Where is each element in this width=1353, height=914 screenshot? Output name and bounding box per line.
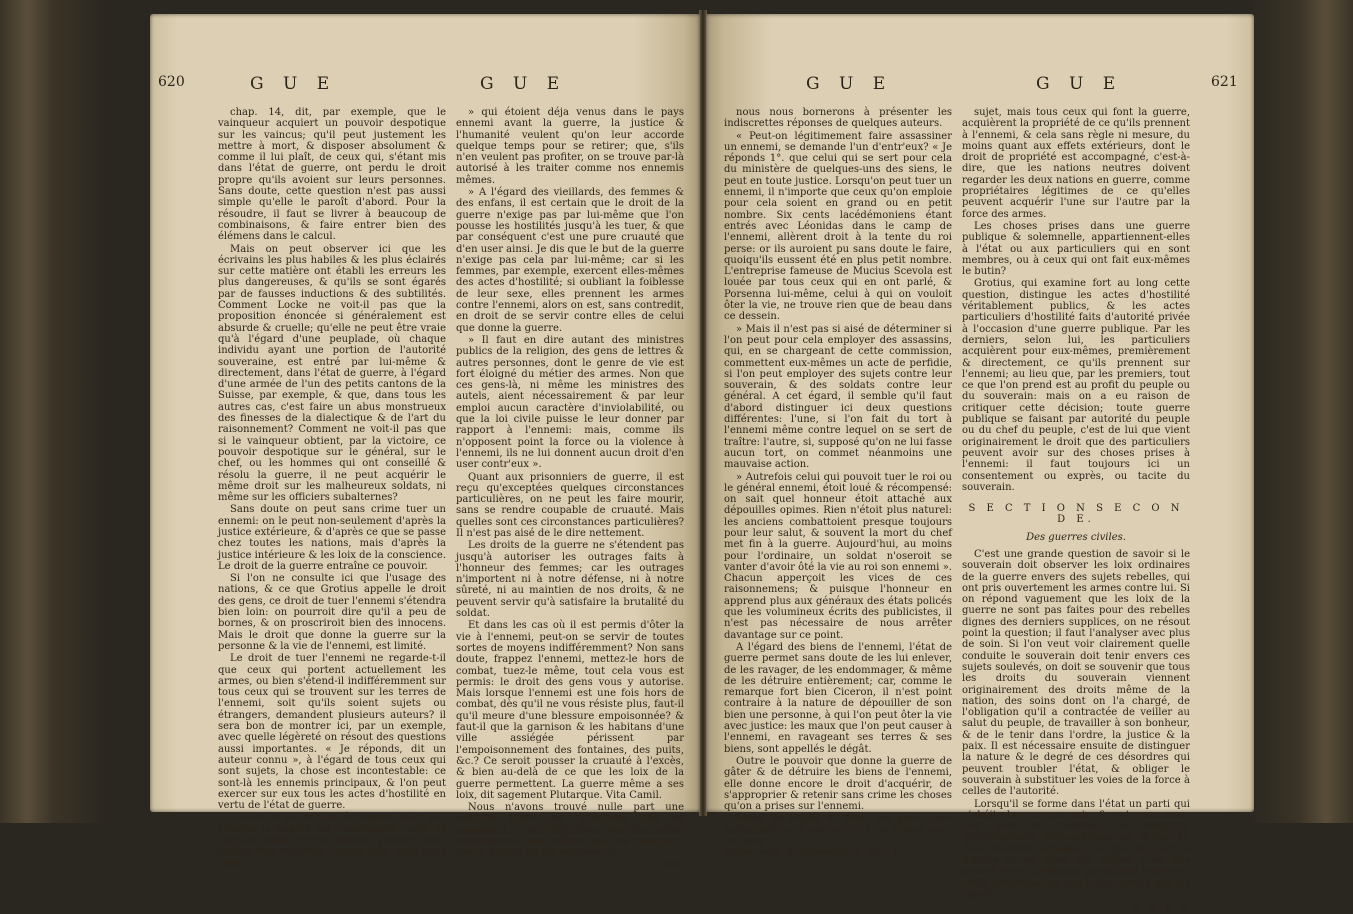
paragraph: » A l'égard des vieillards, des femmes & des enfans, il est certain que le droit de la guerre n'exige pas par lui-même que l'on pousse les hostilités jusqu'à les tuer, & que par conséquent c'est une pure cruauté que d'en user ainsi. Je dis que le but de la guerre n'exige pas cela par lui-même; car si les femmes, par exemple, exercent elles-mêmes des actes d'hostilité; si oubliant la foiblesse de leur sexe, elles prennent les armes contre l'ennemi, alors on est, sans contredit, en droit de se servir contre elles de celui que donne la guerre. (456, 187, 684, 334)
paragraph: A l'égard des biens de l'ennemi, l'état de guerre permet sans doute de les lui enlever, de les ravager, de les endommager, & même de les détruire entièrement; car, comme le remarque fort bien Ciceron, il n'est point contraire à la nature de dépouiller de son bien une personne, à qui l'on peut ôter la vie avec justice: les maux que l'on peut causer à l'ennemi, en ravageant ses terres & ses biens, sont appellés le dégât. (724, 641, 952, 755)
running-head: G U E (806, 74, 893, 94)
paragraph: sujet, mais tous ceux qui font la guerre, acquièrent la propriété de ce qu'ils prennent à l'ennemi, & cela sans règle ni mesure, du moins quant aux effets extérieurs, dont le droit de propriété est accompagné, c'est-à-dire, que les nations neutres doivent regarder les deux nations en guerre, comme propriétaires légitimes de ce qu'elles peuvent acquérir l'une sur l'autre par la force des armes. (962, 107, 1190, 220)
paragraph: Sans doute on peut sans crime tuer un ennemi: on le peut non-seulement d'après la justice extérieure, & d'après ce que se passe chez toutes les nations, mais d'après la justice intérieure & les loix de la conscience. Le droit de la guerre entraîne ce pouvoir. (218, 504, 447, 572)
paragraph: nous nous bornerons à présenter les indiscrettes réponses de quelques auteurs. (724, 107, 952, 130)
paragraph: « Peut-on légitimement faire assassiner un ennemi, se demande l'un d'entr'eux? « Je réponds 1°. que celui qui se sert pour cela du ministère de quelques-uns des siens, le peut en toute justice. Lorsqu'on peut tuer un ennemi, il n'importe que ceux qu'on emploie pour cela soient en grand ou en petit nombre. Six cents lacédémoniens étant entrés avec Léonidas dans le camp de l'ennemi, allèrent droit à la tente du roi perse: or ils auroient pu sans doute le faire, quoiqu'ils eussent été en plus petit nombre. L'entreprise fameuse de Mucius Scevola est louée par tous ceux qui en ont parlé, & Porsenna lui-même, celui à qui on vouloit ôter la vie, ne trouve rien que de beau dans ce dessein. (724, 130, 952, 323)
text-column-2 (456, 107, 684, 870)
running-head: G U E (480, 74, 567, 94)
paragraph: Les droits de la guerre ne s'étendent pas jusqu'à autoriser les outrages faits à l'honneur des femmes; car les outrages n'importent ni à notre défense, ni à notre sûreté, ni au maintien de nos droits, & ne peuvent servir qu'à satisfaire la brutalité du soldat. (456, 540, 684, 620)
paragraph: » Pour ce qui est des étrangers, ceux qui, lorsque la guerre est commencée, vont, le sachant, dans le pays ennemi, peuvent avec justice être regardés comme tels; mais pour ceux (218, 812, 446, 869)
paragraph: Grotius, qui examine fort au long cette question, distingue les actes d'hostilité véritablement publics, & les actes particuliers d'hostilité faits d'autorité privée à l'occasion d'une guerre publique. Par les derniers, selon lui, les particuliers acquièrent pour eux-mêmes, premièrement & directement, ce qu'ils prennent sur l'ennemi; au lieu que, par les premiers, tout ce que l'on prend est au profit du peuple ou du souverain: mais on a eu raison de critiquer cette décision; toute guerre publique se faisant par autorité du peuple ou du chef du peuple, c'est de lui que vient originairement le droit que des particuliers peuvent avoir sur des choses prises à l'ennemi: il faut toujours ici un consentement ou exprès, ou tacite du souverain. (962, 278, 1190, 493)
left-page-header (150, 74, 700, 98)
paragraph: chap. 14, dit, par exemple, que le vainqueur acquiert un pouvoir despotique sur les vaincus; qu'il peut justement les mettre à mort, & disposer absolument & comme il lui plaît, de ceux qui, s'étant mis dans l'état de guerre, ont perdu le droit propre qu'ils avoient sur leurs personnes. Sans doute, cette question n'est pas aussi simple qu'elle le paroît d'abord. Pour la résoudre, il faut se livrer à beaucoup de combinaisons, & faire entrer bien des élémens dans le calcul. (218, 107, 446, 243)
footer-note: Œcon. polit. & diplomatique. Tom. II. (724, 847, 904, 859)
paragraph: Outre le pouvoir que donne la guerre de gâter & de détruire les biens de l'ennemi, elle donne encore le droit d'acquérir, de s'approprier & retenir sans crime les choses qu'on a prises sur l'ennemi. (724, 755, 952, 813)
running-head: G U E (1036, 74, 1123, 94)
paragraph: Nous n'avons trouvé nulle part une solution juste des questions que se proposent ici les publicistes: leur discussion demanderoit des détails que ne comporte pas la nature de cet ouvrage, & (456, 802, 684, 859)
paragraph: Mais on peut observer ici que les écrivains les plus habiles & les plus éclairés sur cette matière ont établi les erreurs les plus dangereuses, & qu'ils se sont égarés par de fausses inductions & des subtilités. Comment Locke ne voit-il pas que la proposition énoncée si généralement est absurde & cruelle; qu'elle ne peut être vraie qu'à l'égard d'une peuplade, où chaque individu ayant une portion de l'autorité souveraine, est entré par lui-même & directement, dans l'état de guerre, à l'égard d'une armée de l'un des petits cantons de la Suisse, par exemple, & que, dans tous les autres cas, c'est faire un abus monstrueux des finesses de la dialectique & de l'art du raisonnement? Comment ne voit-il pas que si le vainqueur obtient, par la victoire, ce pouvoir despotique sur le général, sur le chef, ou les hommes qui ont conseillé & résolu la guerre, il ne peut acquérir le même droit sur les malheureux soldats, ni même sur les officiers subalternes? (218, 243, 446, 504)
paragraph: Quant aux prisonniers de guerre, il est reçu qu'exceptées quelques circonstances particulières, on ne peut les faire mourir, sans se rendre coupable de cruauté. Mais quelles sont ces circonstances particulières? Il n'est pas aisé de le dire nettement. (456, 471, 684, 539)
paragraph: » Autrefois celui qui pouvoit tuer le roi ou le général ennemi, étoit loué & récompensé: on sait quel honneur étoit attaché aux dépouilles opimes. Rien n'étoit plus naturel: les anciens combattoient presque toujours pour leur salut, & souvent la mort du chef met fin à la guerre. Aujourd'hui, au moins pour l'ordinaire, un soldat n'oseroit se vanter d'avoir ôté la vie au roi son ennemi ». Chacun apperçoit les vices de ces raisonnemens; & puisque l'honneur en apprend plus aux généraux des états policés que les volumineux écrits des publicistes, il n'est pas nécessaire de nous arrêter davantage sur ce point. (724, 471, 952, 641)
right-page-header (706, 74, 1254, 98)
paragraph: » Mais il n'est pas si aisé de déterminer si l'on peut pour cela employer des assassins, qui, en se chargeant de cette commission, commettent eux-mêmes un acte de perfidie, si l'on peut employer des sujets contre leur souverain, & des soldats contre leur général. A cet égard, il semble qu'il faut d'abord distinguer ici deux questions différentes: l'une, si l'on fait du tort à l'ennemi même contre lequel on se sert de traître: l'autre, si, supposé qu'on ne lui fasse aucun tort, on commet néanmoins une mauvaise action. (724, 323, 952, 471)
page-number: 620 (158, 74, 185, 90)
subsection-title: Des guerres civiles. (1026, 531, 1126, 543)
signature-mark: K k k k (1133, 903, 1190, 914)
paragraph: Et dans les cas où il est permis d'ôter la vie à l'ennemi, peut-on se servir de toutes sortes de moyens indifféremment? Non sans doute, frappez l'ennemi, mettez-le hors de combat, tuez-le même, tout cela vous est permis: le droit des gens vous y autorise. Mais lorsque l'ennemi est une fois hors de combat, dès qu'il ne vous résiste plus, faut-il qu'il meure d'une blessure empoisonnée? & faut-il que la garnison & les habitans d'une ville assiégée périssent par l'empoisonnement des fontaines, des puits, &c.? Ce seroit pousser la cruauté à l'excès, & bien au-delà de ce que les loix de la guerre permettent. La guerre même a ses loix, dit sagement Plutarque. Vita Camil. (456, 620, 684, 801)
paragraph: Selon les règles du droit des gens, non-seulement ceux qui ont pris les armes pour un juste (724, 813, 952, 847)
paragraph: Le droit de tuer l'ennemi ne regarde-t-il que ceux qui portent actuellement les armes, ou bien s'étend-il indifféremment sur tous ceux qui se trouvent sur les terres de l'ennemi, soit qu'ils soient sujets ou étrangers, demandent plusieurs auteurs? il sera bon de montrer ici, par un exemple, avec quelle légèreté on résout des questions aussi importantes. « Je réponds, dit un auteur connu », à l'égard de tous ceux qui sont sujets, la chose est incontestable: ce sont-là les ennemis principaux, & l'on peut exercer sur eux tous les actes d'hostilité en vertu de l'état de guerre. (218, 653, 446, 812)
paragraph: Lorsqu'il se forme dans l'état un parti qui n'obéit plus au souverain, & se trouve assez fort pour lui résister; ou lorsqu'un gouvernement démocratique se divise en deux factions opposées, & que de part & d'autre on en vient aux armes, c'est une guerre civile. Quelques publicistes réservent cette dénomination aux justes armes que les sujets (962, 798, 1190, 900)
paragraph: C'est une grande question de savoir si le souverain doit observer les loix ordinaires de la guerre envers des sujets rebelles, qui ont pris ouvertement les armes contre lui. Si on répond vaguement que les loix de la guerre ne sont pas faites pour des rebelles dignes des derniers supplices, on ne résout point la question; il faut l'analyser avec plus de soin. Si l'on veut voir clairement quelle conduite le souverain doit tenir envers ces sujets soulevés, on doit se souvenir que tous les droits du souverain viennent originairement des droits même de la nation, des soins dont on l'a chargé, de l'obligation qu'il a contractée de veiller au salut du peuple, de travailler à son bonheur, & de le tenir dans l'ordre, la justice & la paix. Il est nécessaire ensuite de distinguer la nature & le degré de ces désordres qui peuvent troubler l'état, & obliger le souverain à substituer les voies de la force à celles de l'autorité. (962, 548, 1190, 798)
text-column-1 (218, 107, 447, 869)
section-title: S E C T I O N S E C O N D E. (968, 503, 1184, 526)
text-column-2 (962, 107, 1190, 914)
text-column-1 (724, 107, 952, 859)
paragraph: Les choses prises dans une guerre publique & solemnelle, appartiennent-elles à l'état ou aux particuliers qui en sont membres, ou à ceux qui ont fait eux-mêmes le butin? (962, 220, 1190, 278)
right-page (706, 14, 1254, 914)
page-number: 621 (1211, 74, 1238, 90)
catchword: nous (659, 858, 684, 870)
paragraph: » qui étoient déja venus dans le pays ennemi avant la guerre, la justice & l'humanité veulent qu'on leur accorde quelque temps pour se retirer; que, s'ils n'en veulent pas profiter, on se trouve par-là autorisé à les traiter comme nos ennemis mêmes. (456, 107, 684, 186)
running-head: G U E (250, 74, 337, 94)
paragraph: » Il faut en dire autant des ministres publics de la religion, des gens de lettres & autres personnes, dont le genre de vie est fort éloigné du métier des armes. Non que ces gens-là, ni même les ministres des autels, aient nécessairement & par leur emploi aucun caractère d'inviolabilité, ou que la loi civile puisse le leur donner par rapport à l'ennemi: mais, comme ils n'opposent point la force ou la violence à l'ennemi, ils ne lui donnent aucun droit d'en user contr'eux ». (456, 334, 684, 471)
paragraph: Si l'on ne consulte ici que l'usage des nations, & ce que Grotius appelle le droit des gens, ce droit de tuer l'ennemi s'étendra bien loin: on pourroit dire qu'il a peu de bornes, & on proscriroit bien des innocens. Mais le droit que donne la guerre sur la personne & la vie de l'ennemi, est limité. (218, 573, 446, 652)
left-page (150, 14, 700, 870)
